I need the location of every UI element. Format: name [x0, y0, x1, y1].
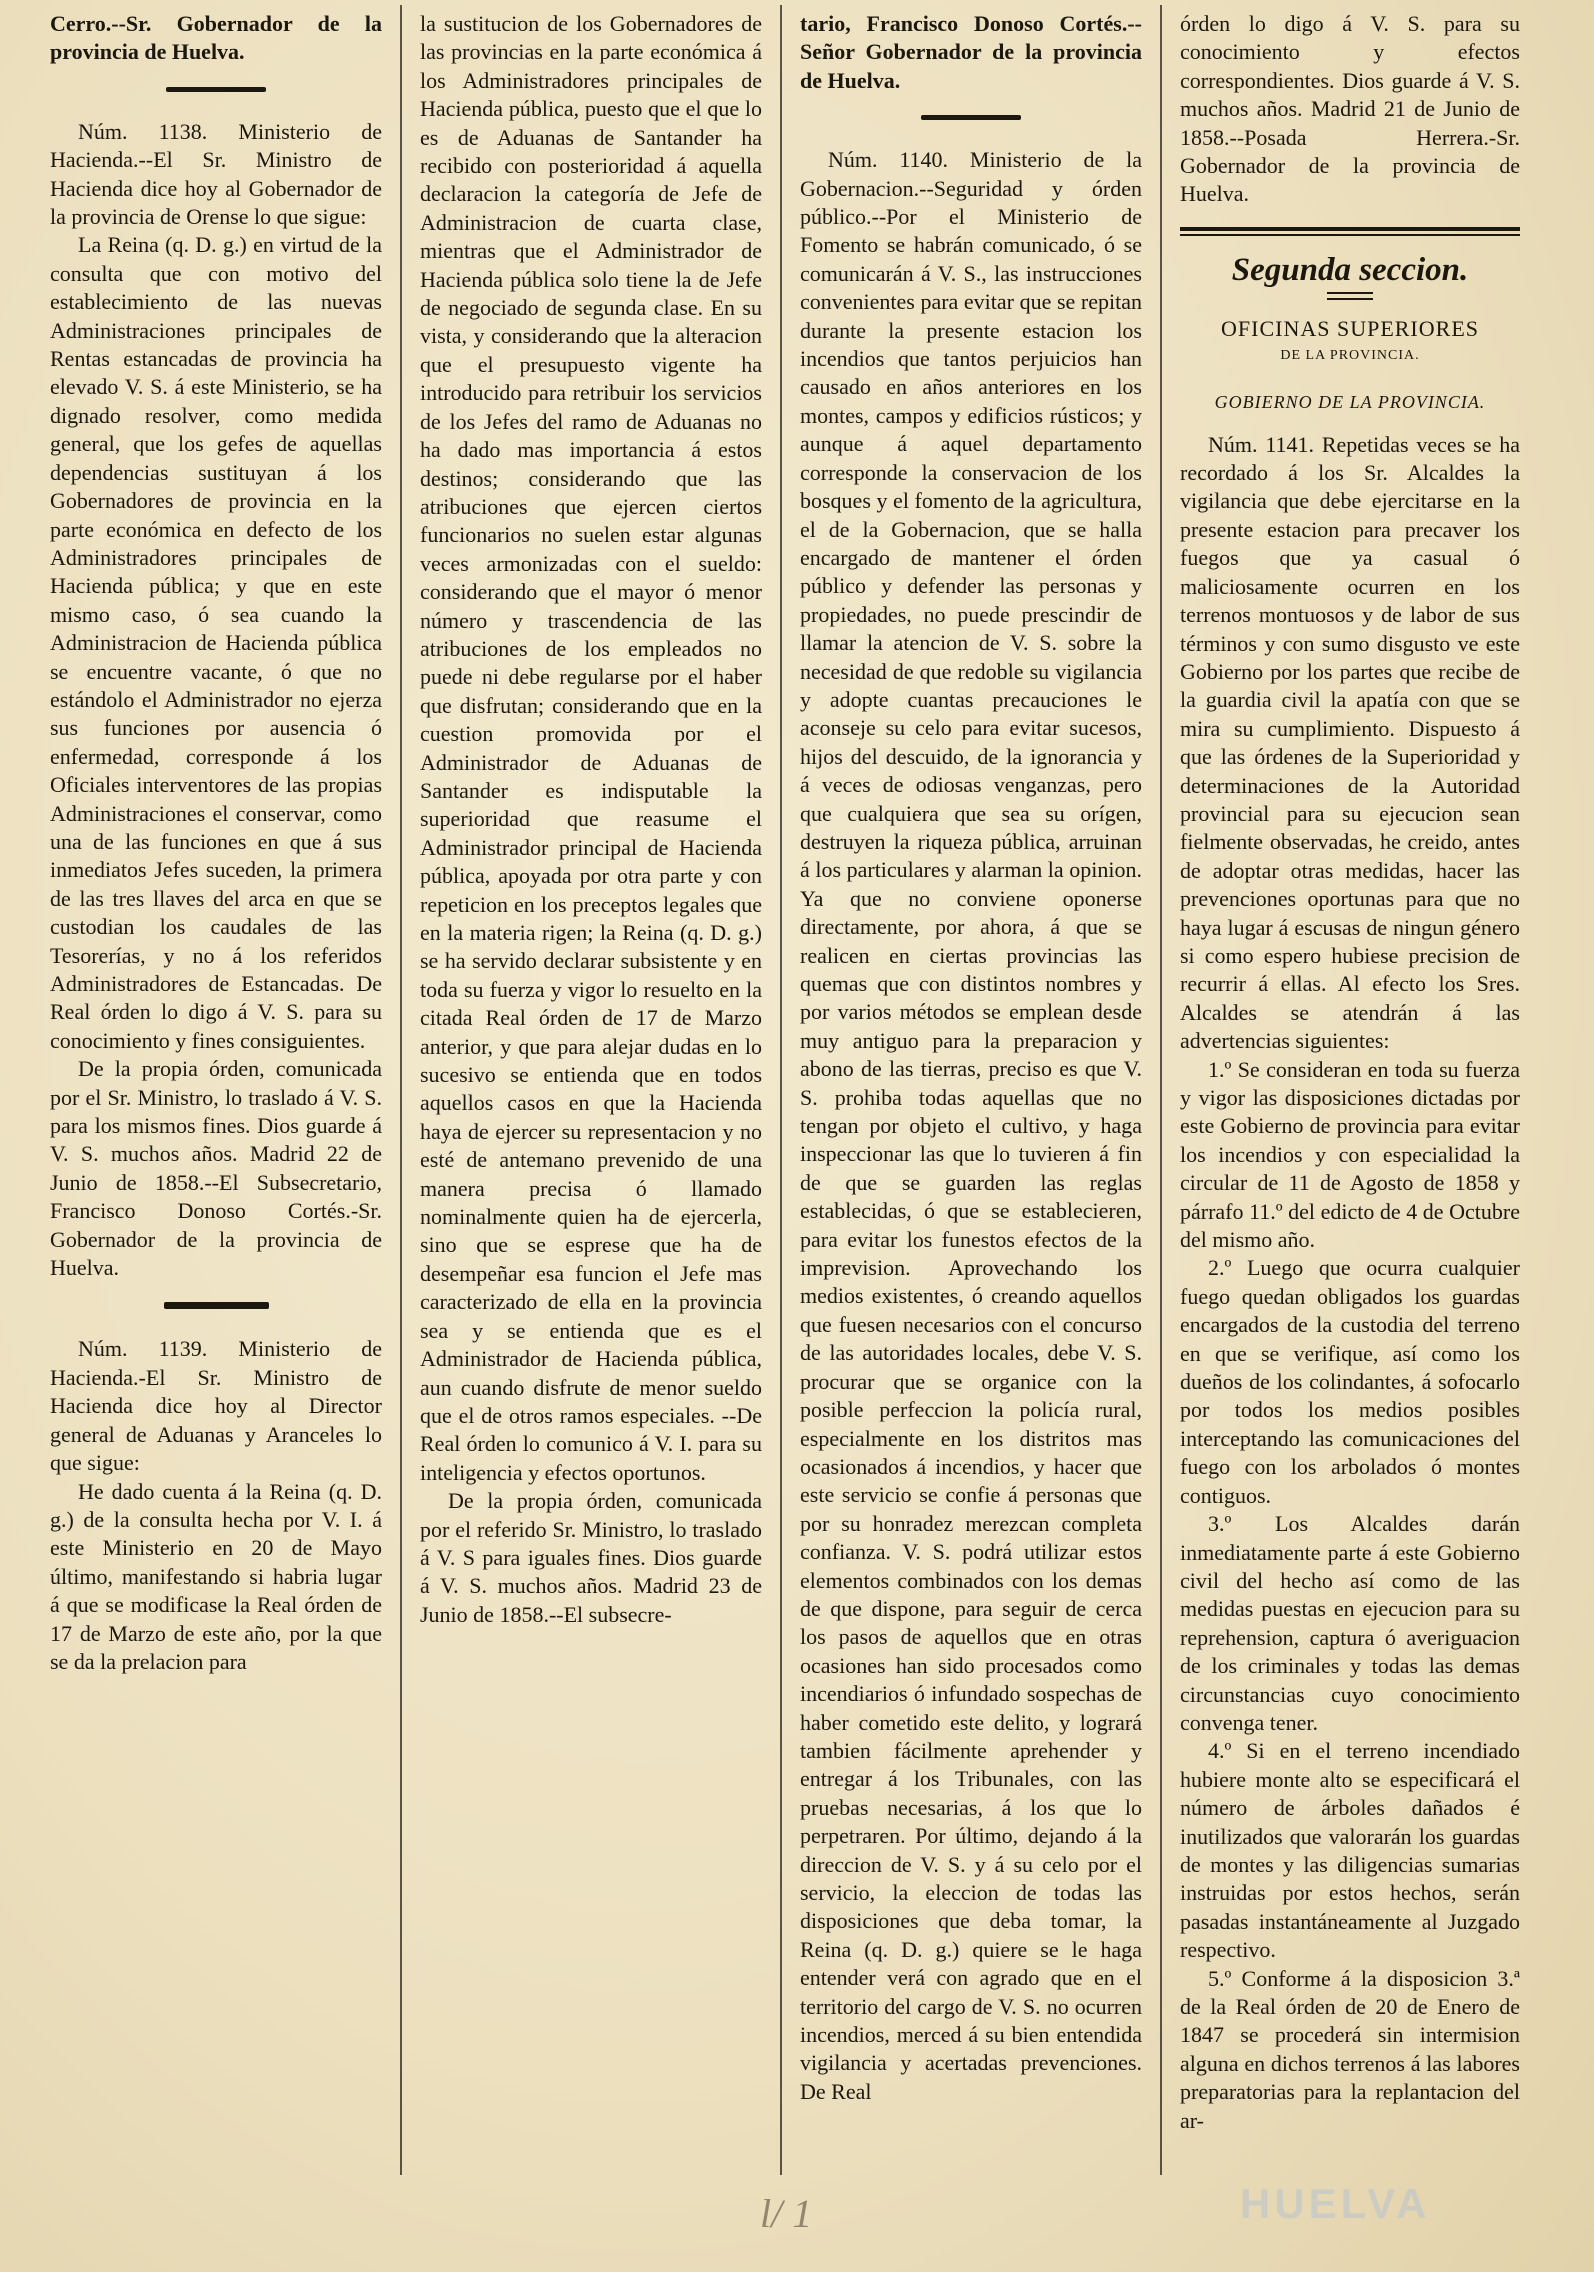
column-4 — [1180, 10, 1520, 2175]
article-1141-body: Núm. 1141. Repetidas veces se ha recordado á los Sr. Alcaldes la vigilancia que debe ejercitarse en la presente estacion para precaver los fuegos que ya casual ó maliciosamente ocurren en los terrenos montuosos y de labor de sus términos y con sumo disgusto ve este Gobierno por los partes que recibe de la guardia civil la apatía con que se mira su cumplimiento. Dispuesto á que las órdenes de la Superioridad y determinaciones de la Autoridad provincial para su ejecucion sean fielmente observadas, he creido, antes de adoptar otras medidas, hacer las prevenciones oportunas para que no haya lugar á escusas de ningun género si como espero hubiese precision de recurrir á ellas. Al efecto los Sres. Alcaldes se atendrán á las advertencias siguientes: — [1180, 431, 1520, 1054]
section-rule — [1327, 292, 1373, 300]
page-mark: l/ 1 — [760, 2191, 813, 2236]
article-1141-item-5: 5.º Conforme á la disposicion 3.ª de la Real órden de 20 de Enero de 1847 se procederá sin intermision alguna en dichos terrenos á las labores preparatorias para la replantacion del ar- — [1180, 1965, 1520, 2133]
article-1138-close: De la propia órden, comunicada por el Sr. Ministro, lo traslado á V. S. para los mismos fines. Dios guarde á V. S. muchos años. Madrid 22 de Junio de 1858.--El Subsecretario, Francisco Donoso Cortés.-Sr. Gobernador de la provincia de Huelva. — [50, 1056, 382, 1281]
government-heading: GOBIERNO DE LA PROVINCIA. — [1214, 392, 1486, 413]
column-2 — [420, 10, 762, 2175]
article-1141-item-4: 4.º Si en el terreno incendiado hubiere monte alto se especificará el número de árboles dañados é inutilizados que valorarán los guardas de montes y las diligencias sumarias instruidas por estos hechos, serán pasadas instantáneamente al Juzgado respectivo. — [1180, 1738, 1520, 1963]
separator-rule — [166, 87, 266, 92]
article-1139-heading: Núm. 1139. Ministerio de Hacienda.-El Sr. Ministro de Hacienda dice hoy al Director general de Aduanas y Aranceles lo que sigue: — [50, 1336, 382, 1476]
article-1139-close: De la propia órden, comunicada por el referido Sr. Ministro, lo traslado á V. S para iguales fines. Dios guarde á V. S. muchos años. Madrid 23 de Junio de 1858.--El subsecre- — [420, 1488, 762, 1627]
separator-rule — [164, 1302, 269, 1309]
column4-lead: órden lo digo á V. S. para su conocimiento y efectos correspondientes. Dios guarde á V. S. muchos años. Madrid 21 de Junio de 1858.--Posada Herrera.-Sr. Gobernador de la provincia de Huelva. — [1180, 11, 1520, 207]
column1-lead: Cerro.--Sr. Gobernador de la provincia de Huelva. — [50, 11, 382, 65]
article-1138-heading: Núm. 1138. Ministerio de Hacienda.--El Sr. Ministro de Hacienda dice hoy al Gobernador de la provincia de Orense lo que sigue: — [50, 118, 382, 230]
article-1141-item-1: 1.º Se consideran en toda su fuerza y vigor las disposiciones dictadas por este Gobierno de provincia para evitar los incendios y con especialidad la circular de 11 de Agosto de 1858 y párrafo 11.º del edicto de 4 de Octubre del mismo año. — [1180, 1056, 1520, 1253]
column-rule — [780, 5, 782, 2175]
article-1139-body: He dado cuenta á la Reina (q. D. g.) de la consulta hecha por V. I. á este Ministerio en 20 de Mayo último, manifestando si habria lugar á que se modificase la Real órden de 17 de Marzo de este año, por la que se da la prelacion para — [50, 1478, 382, 1674]
column-3 — [800, 10, 1142, 2175]
archive-watermark: HUELVA — [1240, 2180, 1431, 2227]
column-1 — [50, 10, 382, 2175]
separator-rule — [921, 115, 1021, 120]
article-1139-continued: la sustitucion de los Gobernadores de las provincias en la parte económica á los Administradores principales de Hacienda pública, puesto que el que lo es de Aduanas de Santander ha recibido con posterioridad á aquella declaracion la categoría de Jefe de Administracion de cuarta clase, mientras que el Administrador de Hacienda pública solo tiene la de Jefe de negociado de segunda clase. En su vista, y considerando que la alteracion que el presupuesto vigente ha introducido para retribuir los servicios de los Jefes del ramo de Aduanas no ha dado mas importancia á estos destinos; considerando que las atribuciones que ejercen ciertos funcionarios no suelen estar algunas veces armonizadas con el sueldo: considerando que el mayor ó menor número y trascendencia de las atribuciones de los empleados no puede ni debe regularse por el haber que disfrutan; considerando que en la cuestion promovida por el Administrador de Aduanas de Santander es indisputable la superioridad que reasume el Administrador principal de Hacienda pública, apoyada por otra parte y con repeticion en los preceptos legales que en la materia rigen; la Reina (q. D. g.) se ha servido declarar subsistente y en toda su fuerza y vigor lo resuelto en la citada Real órden de 17 de Marzo anterior, y que para alejar dudas en lo sucesivo se entienda que en todos aquellos casos en que la Hacienda haya de ejercer su representacion y no esté de antemano prevenido de una manera precisa ó llamado nominalmente quien ha de ejercerla, sino que se esprese que ha de desempeñar esa funcion el Jefe mas caracterizado de ella en la provincia sea y se entienda que es el Administrador de Hacienda pública, aun cuando disfrute de menor sueldo que el de otros ramos especiales. --De Real órden lo comunico á V. I. para su inteligencia y efectos oportunos. — [420, 11, 762, 1485]
article-1141-item-2: 2.º Luego que ocurra cualquier fuego quedan obligados los guardas encargados de la custodia del terreno en que se verifique, así como los dueños de los colindantes, á sofocarlo por todos los medios posibles interceptando las comunicaciones del fuego con los arbolados ó montes contiguos. — [1180, 1255, 1520, 1508]
office-title: OFICINAS SUPERIORES — [1221, 315, 1479, 341]
article-1141-item-3: 3.º Los Alcaldes darán inmediatamente parte á este Gobierno civil del hecho así como de las medidas puestas en ejecucion para su reprehension, captura ó averiguacion de los criminales y todas las demas circunstancias cuyo conocimiento convenga tener. — [1180, 1511, 1520, 1735]
article-1138-body: La Reina (q. D. g.) en virtud de la consulta que con motivo del establecimiento de las nuevas Administraciones principales de Rentas estancadas de provincia ha elevado V. S. á este Ministerio, se ha dignado resolver, como medida general, que los gefes de aquellas dependencias sustituyan á los Gobernadores de provincia en la parte económica en defecto de los Administradores principales de Hacienda pública; y que en este mismo caso, ó sea cuando la Administracion de Hacienda pública se encuentre vacante, ó que no estándolo el Administrador no ejerza sus funciones por ausencia ó enfermedad, corresponde á los Oficiales interventores de las propias Administraciones el conservar, como una de las funciones en que á sus inmediatos Jefes suceden, la primera de las tres llaves del arca en que se custodian los caudales de las Tesorerías, y no á los referidos Administradores de Estancadas. De Real órden lo digo á V. S. para su conocimiento y fines consiguientes. — [50, 232, 382, 1053]
double-rule — [1180, 227, 1520, 236]
column-rule — [1160, 5, 1162, 2175]
column3-lead: tario, Francisco Donoso Cortés.--Señor Gobernador de la provincia de Huelva. — [800, 11, 1142, 93]
section-title: Segunda seccion. — [1231, 251, 1469, 288]
article-1140-body: Núm. 1140. Ministerio de la Gobernacion.--Seguridad y órden público.--Por el Ministerio de Fomento se habrán comunicado, ó se comunicarán á V. S., las instrucciones convenientes para evitar que se repitan durante la presente estacion los incendios que tantos perjuicios han causado en años anteriores en los montes, campos y edificios rústicos; y aunque á aquel departamento corresponde la conservacion de los bosques y el fomento de la agricultura, el de la Gobernacion, que se halla encargado de mantener el órden público y defender las personas y propiedades, no puede prescindir de llamar la atencion de V. S. sobre la necesidad de que redoble su vigilancia y adopte cuantas precauciones le aconseje su celo para evitar sucesos, hijos del descuido, de la ignorancia y á veces de odiosas venganzas, pero que cualquiera que sea su orígen, destruyen la riqueza pública, arruinan á los particulares y alarman la opinion. Ya que no conviene oponerse directamente, por ahora, á que se realicen en ciertas provincias las quemas que con distintos nombres y por varios métodos se emplean desde muy antiguo para la preparacion y abono de las tierras, preciso es que V. S. prohiba todas aquellas que no tengan por objeto el cultivo, y haga inspeccionar las que lo tuvieren á fin de que se guarden las reglas establecidas, ó que se establecieren, para evitar los funestos efectos de la imprevision. Aprovechando los medios existentes, ó creando aquellos que fuesen necesarios con el concurso de las autoridades locales, debe V. S. procurar que se organice con la posible perfeccion la policía rural, especialmente en los distritos mas ocasionados á incendios, y hacer que este servicio se confie á personas que por su honradez merezcan completa confianza. V. S. podrá utilizar estos elementos combinados con los demas de que dispone, para seguir de cerca los pasos de aquellos que en otras ocasiones han sido procesados como incendiarios ó infundado sospechas de haber cometido este delito, y logrará tambien fácilmente aprehender y entregar á los Tribunales, con las pruebas necesarias, á los que lo perpetraren. Por último, dejando á la direccion de V. S. y á su celo por el servicio, la eleccion de todas las disposiciones que deba tomar, la Reina (q. D. g.) quiere se le haga entender verá con agrado que en el territorio del cargo de V. S. no ocurren incendios, merced á su bien entendida vigilancia y acertadas prevenciones. De Real — [800, 147, 1142, 2104]
column-rule — [400, 5, 402, 2175]
office-subtitle: DE LA PROVINCIA. — [1280, 347, 1420, 363]
